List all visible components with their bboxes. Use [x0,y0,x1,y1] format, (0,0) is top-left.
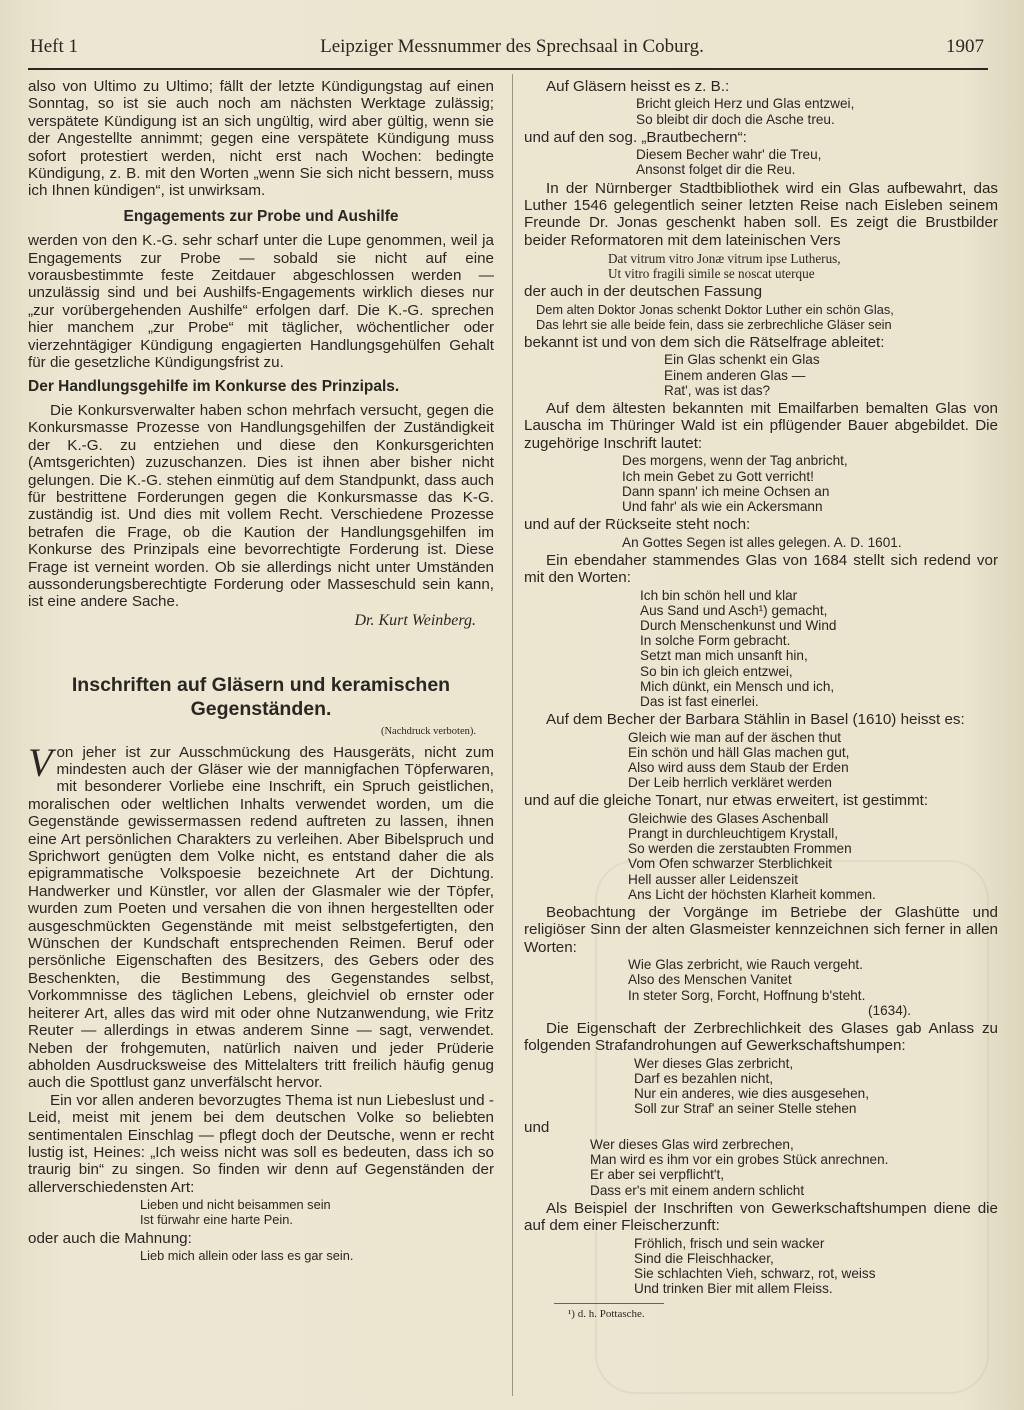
paragraph: Auf dem Becher der Barbara Stählin in Basel (1610) heisst es: [546,711,965,729]
verse-line: Vom Ofen schwarzer Sterblichkeit [628,856,832,872]
verse-line: In solche Form gebracht. [640,633,791,649]
verse-line: Ansonst folget dir die Reu. [636,162,796,178]
verse-line: So werden die zerstaubten Frommen [628,841,852,857]
verse-line: Soll zur Straf' an seiner Stelle stehen [634,1101,857,1117]
text-line: und auf den sog. „Brautbechern“: [524,128,747,146]
verse-line: In steter Sorg, Forcht, Hoffnung b'steht. [628,987,866,1003]
verse-line: Diesem Becher wahr' die Treu, [636,147,822,163]
verse [628,811,998,902]
reprint-note: (Nachdruck verboten). [380,726,476,738]
verse-line: Der Leib herrlich verkläret werden [628,775,832,791]
verse-line: Also des Menschen Vanitet [628,972,792,988]
running-header [30,36,984,68]
publication-title: Leipziger Messnummer des Sprechsaal in Coburg. [320,36,704,57]
verse-line: Gleichwie des Glases Aschenball [628,810,829,826]
footnote-rule [554,1303,664,1304]
verse-line: Fröhlich, frisch und sein wacker [634,1235,825,1251]
paragraph: also von Ultimo zu Ultimo; fällt der letzte Kündigungstag auf einen Sonntag, so ist sie auch noch am nächsten Werktage zulässig; verspätete Kündigung ist an sich ungültig, wird aber gültig, wenn sie der Angestellte annimmt; gegen eine verspätete Kündigung muss sofort protestiert werden, nicht erst nach Wochen: bedingte Kündigung, z. B. mit den Worten „wenn Sie sich nicht bessern, muss ich Ihnen kündigen“, ist unwirksam. [28,78,494,200]
verse [590,1137,998,1198]
verse-line: Wie Glas zerbricht, wie Rauch vergeht. [628,957,863,973]
verse [634,1056,998,1117]
verse [628,957,998,1018]
year: 1907 [946,36,984,57]
paragraph: Beobachtung der Vorgänge im Betriebe der Glashütte und religiöser Sinn der alten Glasmeister kennzeichnen sich ferner in allen Worten: [524,904,998,956]
verse-line: Ans Licht der höchsten Klarheit kommen. [628,886,876,902]
verse-line: Wer dieses Glas wird zerbrechen, [590,1137,794,1153]
verse-line: Man wird es ihm vor ein grobes Stück anrechnen. [590,1152,889,1168]
verse-line: Lieben und nicht beisammen sein [140,1197,331,1213]
verse-line: So bin ich gleich entzwei, [640,663,793,679]
verse-line: Ich bin schön hell und klar [640,587,798,603]
verse [622,535,998,550]
verse-line: Des morgens, wenn der Tag anbricht, [622,453,848,469]
verse-line: Das ist fast einerlei. [640,693,759,709]
verse-line: Ein Glas schenkt ein Glas [664,352,820,368]
right-column [524,78,998,1323]
paragraph: In der Nürnberger Stadtbibliothek wird ein Glas aufbewahrt, das Luther 1546 gelegentlich seiner letzten Reise nach Eisleben seinem Freunde Dr. Jonas geschenkt haben soll. Es zeigt die Brustbilder beider Reformatoren mit dem lateinischen Vers [524,179,998,249]
verse-line: Hell ausser aller Leidenszeit [628,871,799,887]
paragraph: Auf dem ältesten bekannten mit Emailfarben bemalten Glas von Lauscha im Thüringer Wald ist ein pflügender Bauer abgebildet. Die zugehörige Inschrift lautet: [524,400,998,452]
verse-line: Dass er's mit einem andern schlicht [590,1182,805,1198]
verse-line: Nur ein anderes, wie dies ausgesehen, [634,1086,870,1102]
text-line: und auf die gleiche Tonart, nur etwas erweitert, ist gestimmt: [524,792,929,810]
verse [628,730,998,791]
verse-line: Durch Menschenkunst und Wind [640,617,837,633]
paragraph-text: on jeher ist zur Ausschmückung des Hausgeräts, nicht zum mindesten auch der Gläser wie der mannigfachen Töpferwaren, mit besonderer Vorliebe eine Inschrift, ein Spruch geistlichen, moralischen oder weltlichen Inhalts verwendet worden, um die Gegenstände gewissermassen redend auftreten zu lassen, ihnen eine Art persönlichen Charakters zu verleihen. Aber Bibelspruch und Sprichwort genügten dem Volke nicht, es entstand daher die als epigrammatische Volkspoesie bezeichnete Art der Dichtung. Handwerker und Künstler, vor allen der Glasmaler wie der Töpfer, wurden zum Poeten und versahen die von ihnen hergestellten oder ausgeschmückten Gegenstände mit meist selbstgefertigten, den Wünschen der Kundschaft entsprechenden Reimen. Beruf oder persönliche Eigenschaften des Besitzers, des Gebers oder des Beschenkten, die Bestimmung des Gegenstandes selbst, Vorkommnisse des täglichen Lebens, gleichviel ob ernster oder heiterer Art, alles das wird mit oder ohne Nutzanwendung, wie Fritz Reuter — allerdings in etwas anderem Sinne — sagt, verwendet. Neben der frohgemuten, natürlich naiven und jeder Prüderie abholden Ausdrucksweise des Mittelalters tritt freilich häufig genug auch die Spottlust ganz unverfälscht hervor. [28,743,494,1092]
verse-line: Wer dieses Glas zerbricht, [634,1055,794,1071]
verse-line: So bleibt dir doch die Asche treu. [636,111,835,127]
paragraph: Als Beispiel der Inschriften von Gewerkschaftshumpen diene die auf dem einer Fleischerzunft: [524,1199,998,1235]
header-rule [28,68,988,70]
verse [634,1236,998,1297]
verse-year: (1634). [868,1002,912,1018]
verse-line: Darf es bezahlen nicht, [634,1071,774,1087]
verse-line: Einem anderen Glas — [664,367,806,383]
verse-line: Dem alten Doktor Jonas schenkt Doktor Luther ein schön Glas, [536,301,894,317]
paragraph: werden von den K.-G. sehr scharf unter die Lupe genommen, weil ja Engagements zur Probe — sobald sie nicht auf eine vorausbestimmte feste Zeitdauer abgeschlossen werden — unzulässig sind und bei Aushilfs-Engagements wirklich dieses nur „zur vorübergehenden Aushilfe“ erfolgen darf. Die K.-G. sprechen hier manchem „zur Probe“ mit täglicher, wöchentlicher oder vierzehntägiger Kündigung engagierten Handlungsgehülfen Gehalt für die gesetzliche Kündigungsfrist zu. [28,232,494,372]
verse [640,588,998,710]
verse-line: Dann spann' ich meine Ochsen an [622,483,830,499]
verse [140,1248,494,1263]
verse-line: Rat', was ist das? [664,382,771,398]
verse-line: Mich dünkt, ein Mensch und ich, [640,678,835,694]
paragraph: Die Konkursverwalter haben schon mehrfach versucht, gegen die Konkursmasse Prozesse von Handlungsgehilfen der Zuständigkeit der K.-G. zu entziehen und diese den Konkursgerichten (Amtsgerichten) zuzuschanzen. Dies ist ihnen aber bisher nicht gelungen. Die K.-G. stehen einmütig auf dem Standpunkt, dass auch für bestrittene Forderungen gegen die Konkursmasse das K-G. zuständig ist. Und dies mit vollem Recht. Verschiedene Prozesse betrafen die Frage, ob die Kaution der Handlungsgehilfen im Konkurse des Prinzipals eine bevorrechtigte Forderung ist. Diese Frage ist verneint worden. Ob sie allerdings nicht unter Umständen aussonderungsberechtigte Forderung oder Masseschuld sein kann, ist eine andere Sache. [28,401,494,611]
paragraph [28,739,494,1092]
left-column [28,78,494,1265]
verse-line: Ein schön und häll Glas machen gut, [628,744,850,760]
verse-line: Setzt man mich unsanft hin, [640,648,808,664]
verse-line: Ich mein Gebet zu Gott verricht! [622,468,814,484]
verse-line: Sind die Fleischhacker, [634,1250,774,1266]
section-heading: Der Handlungsgehilfe im Konkurse des Prinzipals. [28,377,400,395]
section-heading: Engagements zur Probe und Aushilfe [123,207,399,225]
verse-line: Lieb mich allein oder lass es gar sein. [140,1247,354,1263]
verse [636,96,998,126]
verse-line: Prangt in durchleuchtigem Krystall, [628,825,839,841]
verse-line: Er aber sei verpflicht't, [590,1167,725,1183]
verse-line: An Gottes Segen ist alles gelegen. A. D. 1601. [622,534,902,550]
verse-line: Ist fürwahr eine harte Pein. [140,1212,293,1228]
text-line: und auf der Rückseite steht noch: [524,516,751,534]
verse-line: Also wird auss dem Staub der Erden [628,759,849,775]
verse-line: Sie schlachten Vieh, schwarz, rot, weiss [634,1266,876,1282]
text-line: und [524,1118,550,1136]
column-divider [512,74,513,1396]
verse [536,302,998,332]
latin-verse [608,251,998,281]
article-title: Inschriften auf Gläsern und keramischen Gegenständen. [71,674,451,721]
footnote: ¹) d. h. Pottasche. [568,1307,645,1320]
verse [140,1197,494,1227]
text-line: der auch in der deutschen Fassung [524,283,763,301]
verse [622,453,998,514]
paragraph: oder auch die Mahnung: [28,1229,192,1247]
paragraph: Die Eigenschaft der Zerbrechlichkeit des Glases gab Anlass zu folgenden Strafandrohungen auf Gewerkschaftshumpen: [524,1020,998,1055]
verse-line: Aus Sand und Asch¹) gemacht, [640,602,828,618]
verse-line: Ut vitro fragili simile se noscat uterque [608,266,815,282]
drop-cap: V [28,739,53,785]
text-line: bekannt ist und von dem sich die Rätselfrage ableitet: [524,334,885,352]
verse-line: Und fahr' als wie ein Ackersmann [622,498,823,514]
verse-line: Bricht gleich Herz und Glas entzwei, [636,96,855,112]
verse [636,147,998,177]
verse-line: Gleich wie man auf der äschen thut [628,729,842,745]
verse-line: Das lehrt sie alle beide fein, dass sie zerbrechliche Gläser sein [536,316,892,332]
author-signature: Dr. Kurt Weinberg. [354,611,476,629]
paragraph: Ein vor allen anderen bevorzugtes Thema ist nun Liebeslust und -Leid, meist mit jenem bei dem deutschen Volke so beliebten sentimentalen Einschlag — pflegt doch der Deutsche, wenn er recht lustig ist, Heines: „Ich weiss nicht was soll es bedeuten, dass ich so traurig bin“ zu singen. So finden wir denn auf Gegenständen der allerverschiedensten Art: [28,1091,494,1196]
text-line: Auf Gläsern heisst es z. B.: [546,78,730,95]
paragraph: Ein ebendaher stammendes Glas von 1684 stellt sich redend vor mit den Worten: [524,551,998,587]
verse-line: Dat vitrum vitro Jonæ vitrum ipse Lutherus, [608,251,841,267]
issue-number: Heft 1 [30,36,79,57]
verse-line: Und trinken Bier mit allem Fleiss. [634,1281,833,1297]
verse [664,352,998,398]
